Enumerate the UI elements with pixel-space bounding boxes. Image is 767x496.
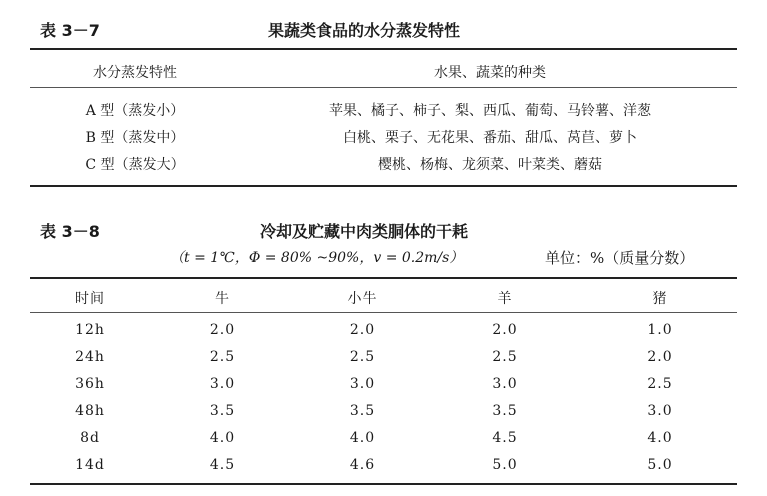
table2-cell-mutton: 2.0 <box>492 322 518 338</box>
table2-row-time: 8d <box>80 430 100 446</box>
table2-cell-veal: 2.0 <box>349 322 376 338</box>
table1-bottom-rule <box>30 185 737 187</box>
table2-row-time: 12h <box>75 322 105 338</box>
table2-cell-mutton: 2.5 <box>492 349 518 365</box>
table2-cell-veal: 3.0 <box>349 376 376 392</box>
table2-number: 表 3－8 <box>40 222 100 241</box>
table2-cell-beef: 4.0 <box>209 430 236 446</box>
table1-header-property: 水分蒸发特性 <box>93 65 177 81</box>
table2-top-rule <box>30 277 737 279</box>
table2-header-beef: 牛 <box>215 291 230 307</box>
table2-header-veal: 小牛 <box>347 291 378 307</box>
table2-row-time: 48h <box>75 403 105 419</box>
table2-cell-veal: 2.5 <box>349 349 376 365</box>
table2-title: 冷却及贮藏中肉类胴体的干耗 <box>260 222 469 241</box>
table2-header-mutton: 羊 <box>497 291 513 307</box>
table2-cell-beef: 4.5 <box>209 457 236 473</box>
table1-row-a-kinds: 苹果、橘子、柿子、梨、西瓜、葡萄、马铃薯、洋葱 <box>329 103 651 119</box>
table2-cell-pork: 2.5 <box>647 376 673 392</box>
table1-header-kinds: 水果、蔬菜的种类 <box>434 65 546 81</box>
table2-cell-pork: 2.0 <box>647 349 673 365</box>
table2-cell-veal: 3.5 <box>349 403 376 419</box>
table2-cell-veal: 4.0 <box>349 430 376 446</box>
table2-cell-veal: 4.6 <box>349 457 376 473</box>
table2-row-time: 14d <box>75 457 105 473</box>
table1-title: 果蔬类食品的水分蒸发特性 <box>268 21 461 40</box>
table2-row-time: 24h <box>75 349 105 365</box>
table2-header-rule <box>30 312 737 313</box>
table2-row-time: 36h <box>75 376 105 392</box>
table2-bottom-rule <box>30 483 737 485</box>
table2-cell-beef: 3.0 <box>209 376 236 392</box>
table2-cell-mutton: 3.5 <box>492 403 518 419</box>
table2-cell-mutton: 3.0 <box>492 376 518 392</box>
table2-cell-pork: 3.0 <box>647 403 673 419</box>
table2-cell-mutton: 4.5 <box>492 430 518 446</box>
table2-cell-mutton: 5.0 <box>492 457 518 473</box>
table2-cell-beef: 3.5 <box>209 403 236 419</box>
table2-cell-beef: 2.5 <box>209 349 236 365</box>
table2-unit: 单位：%（质量分数） <box>545 249 695 267</box>
table2-cell-beef: 2.0 <box>209 322 236 338</box>
table1-row-b-type: B 型（蒸发中） <box>85 130 185 146</box>
table1-number: 表 3－7 <box>40 21 100 40</box>
table2-cell-pork: 1.0 <box>647 322 673 338</box>
table1-header-rule <box>30 87 737 88</box>
table2-cell-pork: 5.0 <box>647 457 673 473</box>
table2-header-time: 时间 <box>75 291 105 307</box>
table1-row-c-type: C 型（蒸发大） <box>85 157 185 173</box>
table1-row-b-kinds: 白桃、栗子、无花果、番茄、甜瓜、莴苣、萝卜 <box>343 130 637 146</box>
table2-cell-pork: 4.0 <box>647 430 673 446</box>
table1-row-c-kinds: 樱桃、杨梅、龙须菜、叶菜类、蘑菇 <box>378 157 602 173</box>
table1-row-a-type: A 型（蒸发小） <box>85 103 185 119</box>
table1-top-rule <box>30 48 737 50</box>
table2-header-pork: 猪 <box>652 291 668 307</box>
table2-conditions: （t = 1℃，Φ = 80% ~90%，v = 0.2m/s） <box>170 250 464 266</box>
